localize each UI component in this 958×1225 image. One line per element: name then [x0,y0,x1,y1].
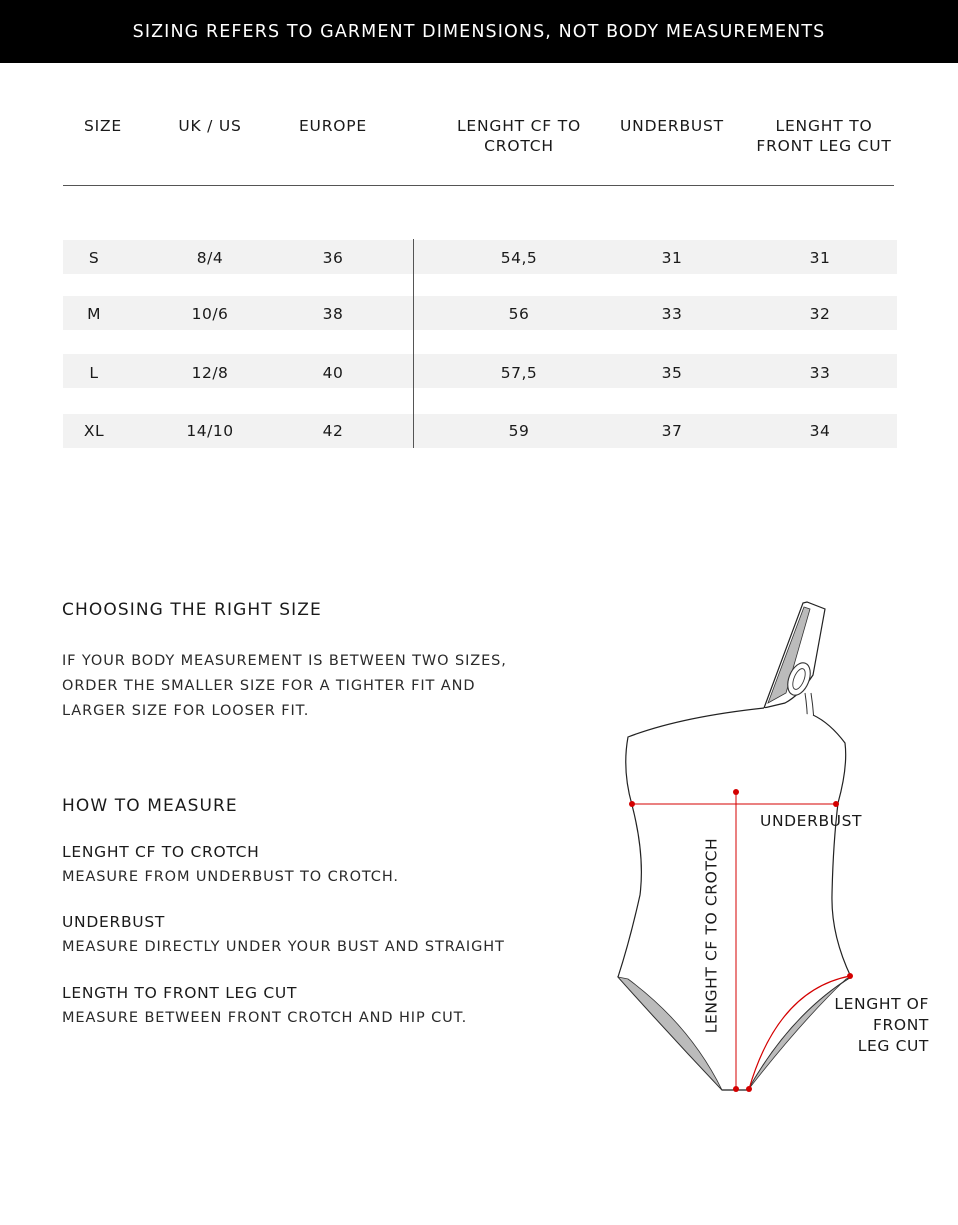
header-length-cf [440,116,598,156]
header-europe: EUROPE [298,117,368,135]
header-leg-cut-line2: FRONT LEG CUT [756,137,892,155]
column-divider [413,239,414,448]
cell-leg-cut: 33 [809,364,831,382]
cell-length-cf: 57,5 [500,364,538,382]
cell-underbust: 37 [661,422,683,440]
cell-europe: 36 [322,249,344,267]
cell-europe: 40 [322,364,344,382]
cell-length-cf: 59 [508,422,530,440]
cell-leg-cut: 32 [809,305,831,323]
cell-underbust: 33 [661,305,683,323]
choosing-text-line2: ORDER THE SMALLER SIZE FOR A TIGHTER FIT AND [62,678,476,694]
howto-cf-label: LENGHT CF TO CROTCH [62,843,260,861]
diagram-cf-label: LENGHT CF TO CROTCH [702,837,721,1034]
howto-title: HOW TO MEASURE [62,796,238,816]
cell-size: L [89,364,99,382]
header-underbust: UNDERBUST [620,117,724,135]
cell-europe: 38 [322,305,344,323]
howto-underbust-desc: MEASURE DIRECTLY UNDER YOUR BUST AND STRAIGHT [62,939,505,955]
choosing-text [62,649,507,724]
header-length-cf-line1: LENGHT CF TO [456,117,582,135]
cell-ukus: 14/10 [186,422,234,440]
cell-length-cf: 56 [508,305,530,323]
diagram-leg-cut-label [814,994,929,1057]
banner-text: SIZING REFERS TO GARMENT DIMENSIONS, NOT BODY MEASUREMENTS [132,21,826,42]
cell-ukus: 8/4 [196,249,224,267]
cell-underbust: 31 [661,249,683,267]
cell-ukus: 10/6 [191,305,229,323]
header-leg-cut-line1: LENGHT TO [775,117,873,135]
choosing-title: CHOOSING THE RIGHT SIZE [62,600,322,620]
header-divider [63,185,894,186]
howto-underbust-label: UNDERBUST [62,913,166,931]
header-leg-cut [745,116,903,156]
cell-size: M [87,305,101,323]
header-size: SIZE [83,117,123,135]
header-length-cf-line2: CROTCH [484,137,554,155]
swimsuit-diagram [600,595,950,1105]
howto-leg-label: LENGTH TO FRONT LEG CUT [62,984,298,1002]
diagram-underbust-label: UNDERBUST [760,812,863,830]
cell-length-cf: 54,5 [500,249,538,267]
diagram-leg-cut-line1: LENGHT OF [834,995,929,1013]
sizing-banner [0,0,958,63]
cell-size: XL [83,422,105,440]
cell-europe: 42 [322,422,344,440]
diagram-leg-cut-line3: LEG CUT [857,1037,929,1055]
cell-ukus: 12/8 [191,364,229,382]
howto-cf-desc: MEASURE FROM UNDERBUST TO CROTCH. [62,869,399,885]
cell-underbust: 35 [661,364,683,382]
cell-size: S [88,249,100,267]
choosing-text-line1: IF YOUR BODY MEASUREMENT IS BETWEEN TWO SIZES, [62,653,507,669]
diagram-leg-cut-line2: FRONT [873,1016,929,1034]
cell-leg-cut: 31 [809,249,831,267]
header-ukus: UK / US [178,117,242,135]
howto-leg-desc: MEASURE BETWEEN FRONT CROTCH AND HIP CUT. [62,1010,468,1026]
choosing-text-line3: LARGER SIZE FOR LOOSER FIT. [62,703,310,719]
cell-leg-cut: 34 [809,422,831,440]
